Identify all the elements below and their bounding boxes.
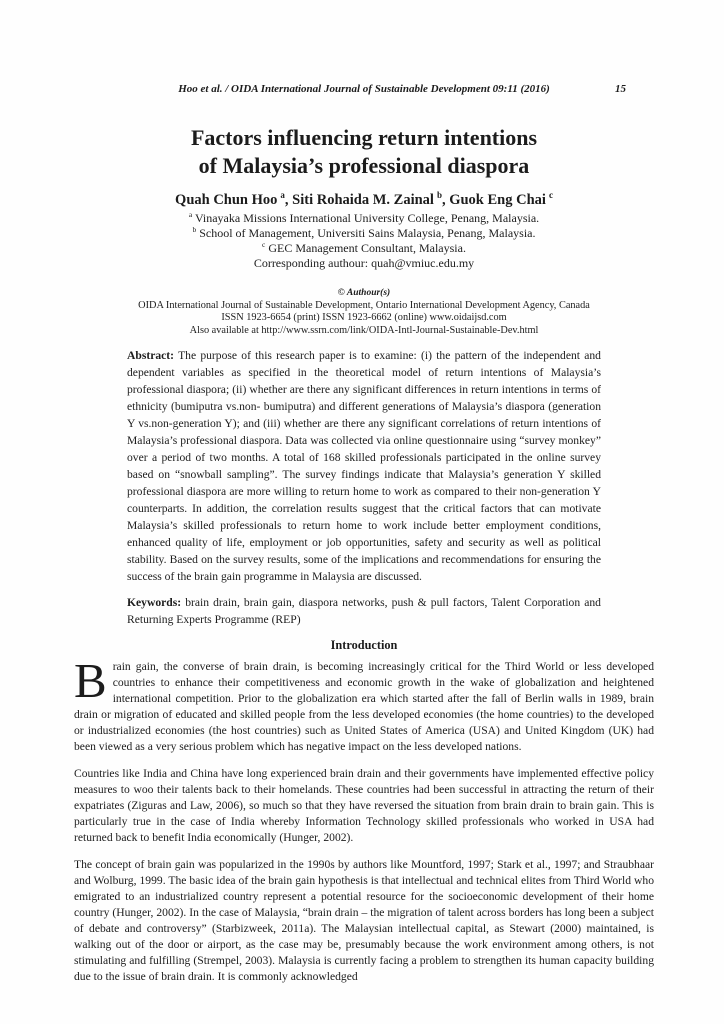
- copyright-block: [74, 287, 654, 337]
- paper-title-line1: Factors influencing return intentions: [190, 125, 538, 150]
- journal-agency-line: OIDA International Journal of Sustainable Development, Ontario International Development Agency, Canada: [138, 299, 590, 311]
- intro-paragraph-1: [74, 653, 654, 755]
- author: [175, 192, 292, 208]
- abstract-block: [127, 347, 601, 628]
- affiliation-text: Vinayaka Missions International University College, Penang, Malaysia.: [194, 211, 540, 225]
- keywords-text: brain drain, brain gain, diaspora networks, push & pull factors, Talent Corporation and Returning Experts Programme (REP): [127, 596, 601, 626]
- author-name: Siti Rohaida M. Zainal: [292, 192, 434, 208]
- author: [449, 192, 553, 208]
- intro-paragraph-1-text: rain gain, the converse of brain drain, is becoming increasingly critical for the Third World or less developed countries to enhance their competitiveness and economic growth in the wake of globalization and heightened international competition. Prior to the globalization era which started after the fall of Berlin walls in 1989, brain drain or migration of educated and skilled people from the less developed economies (the home countries) to the developed or industrialized economies (the host countries) such as United States of America (USA) and United Kingdom (UK) had been viewed as a very serious problem which has negative impact on the less developed nations.: [74, 660, 654, 753]
- corresponding-author-line: Corresponding authour: quah@vmiuc.edu.my: [253, 256, 475, 270]
- author: [292, 192, 449, 208]
- intro-paragraph-2: Countries like India and China have long experienced brain drain and their governments have implemented effective policy measures to woo their talents back to their homelands. These countries had been successful in attracting the return of their expatriates (Ziguras and Law, 2006), so much so that they have reversed the situation from brain drain to brain gain. This is particularly true in the case of India whereby Information Technology skilled professionals who worked in USA had returned back to benefit India economically (Hunger, 2002).: [74, 767, 654, 844]
- affiliations-block: [74, 211, 654, 271]
- authors-line: [74, 191, 654, 209]
- affiliation-line: [74, 211, 654, 226]
- section-heading-introduction: Introduction: [330, 638, 398, 652]
- author-name: Quah Chun Hoo: [175, 192, 278, 208]
- paper-title-line2: of Malaysia’s professional diaspora: [198, 153, 530, 178]
- affiliation-mark: a: [188, 210, 193, 219]
- author-separator: ,: [441, 192, 450, 208]
- keywords-label: Keywords:: [127, 596, 182, 609]
- abstract-text: The purpose of this research paper is to examine: (i) the pattern of the independent and dependent variables as specified in the theoretical model of return intentions of Malaysia’s professional diaspora; (ii) whether are there any significant differences in return intentions in terms of ethnicity (bumiputra vs.non- bumiputra) and different generations of Malaysia’s diaspora (generation Y vs.non-generation Y); and (iii) whether are there any significant correlations of return intentions of Malaysia’s professional diaspora. Data was collected via online questionnaire using “survey monkey” over a period of two months. A total of 168 skilled professionals participated in the online survey based on “snowball sampling”. The survey findings indicate that Malaysia’s generation Y skilled professional diaspora are more willing to return home to work as compared to their non-generation Y counterparts. In addition, the correlation results suggest that the critical factors that can motivate Malaysia’s skilled professionals to return home to work include better employment conditions, enhanced quality of life, employment or job opportunities, safety and security as well as political stability. Based on the survey results, some of the implications and recommendations for ensuring the success of the brain gain programme in Malaysia are discussed.: [127, 349, 601, 583]
- running-title: Hoo et al. / OIDA International Journal of Sustainable Development 09:11 (2016): [178, 83, 550, 95]
- author-affiliation-mark: b: [436, 190, 442, 201]
- intro-paragraph-3: The concept of brain gain was popularized in the 1990s by authors like Mountford, 1997; Stark et al., 1997; and Straubhaar and Wolburg, 1999. The basic idea of the brain gain hypothesis is that intellectual and technical elites from Third World who emigrated to an industrialized country represent a potential resource for the socioeconomic development of their home country (Hunger, 2002). In the case of Malaysia, “brain drain – the migration of talent across borders has long been a subject of debate and controversy” (Starbizweek, 2011a). The Malaysian intellectual capital, as Stewart (2000) maintained, is walking out of the door or airport, as the case may be, presumably because the work environment among others, is not stimulating and fulfilling (Strempel, 2003). Malaysia is currently facing a problem to strengthen its human capacity building due to the issue of brain drain. It is commonly acknowledged: [74, 858, 654, 983]
- affiliation-mark: b: [192, 225, 197, 234]
- affiliation-text: GEC Management Consultant, Malaysia.: [268, 241, 466, 255]
- affiliation-text: School of Management, Universiti Sains Malaysia, Penang, Malaysia.: [199, 226, 536, 240]
- keywords-paragraph: [127, 594, 601, 628]
- affiliation-line: [74, 226, 654, 241]
- abstract-paragraph: [127, 347, 601, 585]
- abstract-label: Abstract:: [127, 349, 175, 362]
- page-number: 15: [615, 83, 626, 95]
- drop-cap: B: [74, 653, 107, 708]
- paper-title: [74, 124, 654, 180]
- author-name: Guok Eng Chai: [449, 192, 546, 208]
- availability-line: Also available at http://www.ssrn.com/link/OIDA-Intl-Journal-Sustainable-Dev.html: [189, 324, 539, 336]
- author-affiliation-mark: a: [280, 190, 285, 201]
- author-separator: ,: [284, 192, 293, 208]
- copyright-authors-line: © Authour(s): [337, 288, 391, 298]
- issn-line: ISSN 1923-6654 (print) ISSN 1923-6662 (online) www.oidaijsd.com: [221, 312, 507, 323]
- running-header: [74, 82, 654, 96]
- affiliation-mark: c: [262, 240, 266, 249]
- author-affiliation-mark: c: [548, 190, 553, 201]
- affiliation-line: [74, 241, 654, 256]
